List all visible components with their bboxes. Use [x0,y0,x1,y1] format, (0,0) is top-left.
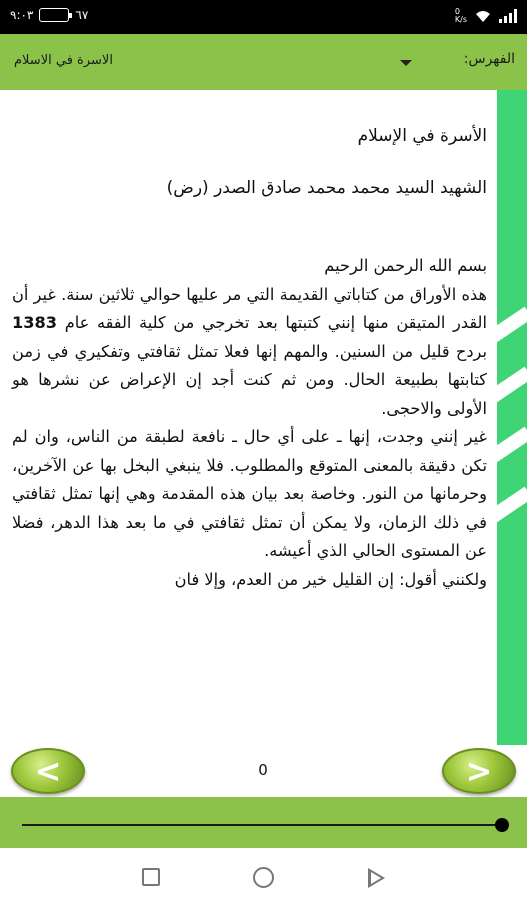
status-right [455,8,517,24]
paragraph-1 [12,281,487,424]
dropdown-arrow-icon[interactable] [400,60,412,66]
page-navigation [0,745,527,797]
home-icon[interactable] [253,867,274,888]
decorative-stripe [497,367,527,408]
decorative-stripe [497,307,527,348]
book-title: الأسرة في الإسلام [357,126,487,146]
recent-apps-icon[interactable] [142,868,160,886]
next-page-button[interactable] [442,748,516,794]
previous-page-button[interactable] [11,748,85,794]
book-author: الشهيد السيد محمد محمد صادق الصدر (رض) [166,178,487,198]
toolbar [0,34,527,90]
clock: ٩:٠٣ [10,8,34,22]
seek-bar-track[interactable] [22,824,504,826]
paragraph-1-part-a: هذه الأوراق من كتاباتي القديمة التي مر عليها حوالي ثلاثين سنة. غير أن القدر المتيقن منها إنني كتبتها بعد تخرجي من كلية الفقه عام [12,284,487,332]
decorative-strip [497,90,527,745]
paragraph-1-part-b: بردح قليل من السنين. والمهم إنها فعلا تمثل ثقافتي وتفكيري في زمن كتابتها بطبيعة الحال. ومن ثم كنت أجد إن الإعراض عن نشرها هو الأولى والاحجى. [12,341,487,418]
index-label: الفهرس: [463,51,515,67]
book-text [12,122,487,594]
network-speed-value: 0 [454,7,460,16]
year-number: 1383 [12,313,58,332]
chevron-right-icon: > [465,752,493,790]
decorative-stripe [497,427,527,468]
wifi-icon [475,9,491,23]
player-panel [0,797,527,848]
network-speed [455,8,467,24]
paragraph-3: ولكنني أقول: إن القليل خير من العدم، وإلا فان [174,569,487,589]
signal-icon [499,9,517,23]
back-icon[interactable] [368,868,385,888]
battery-icon [39,8,69,22]
seek-bar-thumb[interactable] [495,818,509,832]
reading-area[interactable] [0,92,497,740]
system-navigation-bar [0,848,527,900]
chevron-left-icon: < [34,752,62,790]
basmala: بسم الله الرحمن الرحيم [324,256,487,275]
page-number: 0 [258,761,268,779]
status-bar [0,0,527,34]
battery-level: ٦٧ [75,8,89,22]
decorative-stripe [497,487,527,528]
status-left [10,8,88,22]
network-speed-unit: K/s [454,15,467,24]
paragraph-2: غير إنني وجدت، إنها ـ على أي حال ـ نافعة لطبقة من الناس، وان لم تكن دقيقة بالمعنى المتوقع والمطلوب. فلا ينبغي البخل بها عن الآخرين، وحرمانها من النور. وخاصة بعد بيان هذه المقدمة وهي إنها تمثل ثقافتي في ذلك الزمان، ولا يمكن أن تمثل ثقافتي في ما بعد هذا الدهر، فضلا عن المستوى الحالي الذي أعيشه. [12,427,487,560]
chapter-selector[interactable]: الاسرة في الاسلام [14,53,113,68]
